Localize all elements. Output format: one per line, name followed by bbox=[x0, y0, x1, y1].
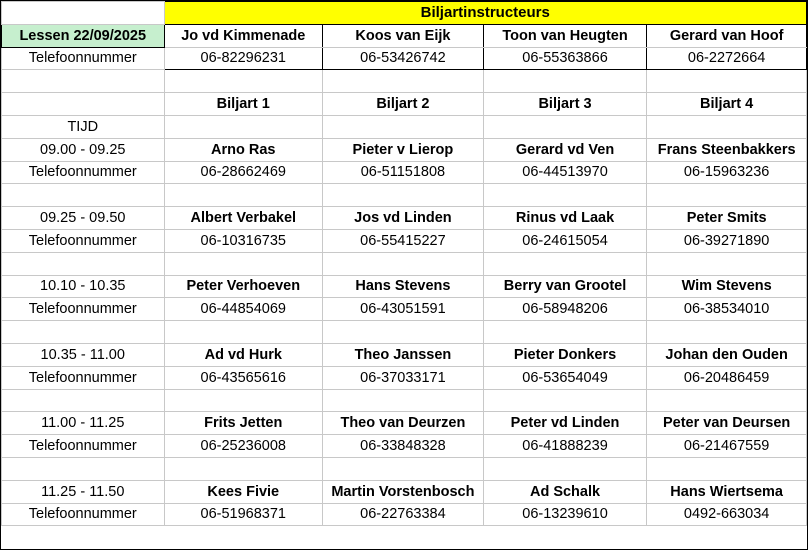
time-label-row bbox=[2, 115, 807, 138]
player-name: Jos vd Linden bbox=[323, 207, 484, 230]
slot-names-row bbox=[2, 343, 807, 366]
phone-label: Telefoonnummer bbox=[2, 229, 165, 252]
player-name: Theo Janssen bbox=[323, 343, 484, 366]
instructor-name: Jo vd Kimmenade bbox=[164, 24, 323, 47]
slot-time: 09.25 - 09.50 bbox=[2, 207, 165, 230]
player-phone: 06-44513970 bbox=[483, 161, 646, 184]
table-header: Biljart 2 bbox=[323, 93, 484, 116]
player-phone: 06-20486459 bbox=[647, 366, 807, 389]
lessen-date: Lessen 22/09/2025 bbox=[2, 24, 165, 47]
phone-label: Telefoonnummer bbox=[2, 47, 165, 70]
slot-phones-row bbox=[2, 229, 807, 252]
player-name: Peter Verhoeven bbox=[164, 275, 323, 298]
slot-phones-row bbox=[2, 298, 807, 321]
player-phone: 06-41888239 bbox=[483, 435, 646, 458]
tables-header-row bbox=[2, 93, 807, 116]
slot-phones-row bbox=[2, 366, 807, 389]
player-name: Johan den Ouden bbox=[647, 343, 807, 366]
player-name: Martin Vorstenbosch bbox=[323, 480, 484, 503]
spacer-row bbox=[2, 184, 807, 207]
schedule-table bbox=[1, 1, 807, 526]
player-name: Ad Schalk bbox=[483, 480, 646, 503]
player-name: Albert Verbakel bbox=[164, 207, 323, 230]
player-name: Peter van Deursen bbox=[647, 412, 807, 435]
slot-time: 11.00 - 11.25 bbox=[2, 412, 165, 435]
player-phone: 06-37033171 bbox=[323, 366, 484, 389]
player-phone: 06-51968371 bbox=[164, 503, 323, 526]
player-name: Hans Wiertsema bbox=[647, 480, 807, 503]
player-name: Frans Steenbakkers bbox=[647, 138, 807, 161]
slot-phones-row bbox=[2, 161, 807, 184]
player-phone: 06-38534010 bbox=[647, 298, 807, 321]
player-phone: 06-21467559 bbox=[647, 435, 807, 458]
phone-label: Telefoonnummer bbox=[2, 503, 165, 526]
player-name: Berry van Grootel bbox=[483, 275, 646, 298]
player-phone: 06-13239610 bbox=[483, 503, 646, 526]
instructor-phone: 06-55363866 bbox=[483, 47, 646, 70]
player-phone: 06-15963236 bbox=[647, 161, 807, 184]
player-phone: 06-51151808 bbox=[323, 161, 484, 184]
instructor-name: Gerard van Hoof bbox=[647, 24, 807, 47]
player-phone: 06-25236008 bbox=[164, 435, 323, 458]
player-phone: 0492-663034 bbox=[647, 503, 807, 526]
time-label: TIJD bbox=[2, 115, 165, 138]
slot-names-row bbox=[2, 138, 807, 161]
player-phone: 06-58948206 bbox=[483, 298, 646, 321]
instructor-name: Toon van Heugten bbox=[483, 24, 646, 47]
slot-time: 10.10 - 10.35 bbox=[2, 275, 165, 298]
slot-names-row bbox=[2, 412, 807, 435]
player-phone: 06-22763384 bbox=[323, 503, 484, 526]
player-name: Hans Stevens bbox=[323, 275, 484, 298]
instructors-title: Biljartinstructeurs bbox=[164, 2, 807, 25]
slot-names-row bbox=[2, 275, 807, 298]
player-name: Ad vd Hurk bbox=[164, 343, 323, 366]
title-row bbox=[2, 2, 807, 25]
player-phone: 06-10316735 bbox=[164, 229, 323, 252]
player-phone: 06-43051591 bbox=[323, 298, 484, 321]
instructor-names-row bbox=[2, 24, 807, 47]
spacer-row bbox=[2, 252, 807, 275]
player-name: Arno Ras bbox=[164, 138, 323, 161]
slot-phones-row bbox=[2, 503, 807, 526]
player-name: Gerard vd Ven bbox=[483, 138, 646, 161]
slot-names-row bbox=[2, 207, 807, 230]
player-phone: 06-44854069 bbox=[164, 298, 323, 321]
blank-cell bbox=[2, 93, 165, 116]
phone-label: Telefoonnummer bbox=[2, 298, 165, 321]
instructor-name: Koos van Eijk bbox=[323, 24, 484, 47]
spacer-row bbox=[2, 457, 807, 480]
table-header: Biljart 4 bbox=[647, 93, 807, 116]
instructor-phones-row bbox=[2, 47, 807, 70]
table-header: Biljart 1 bbox=[164, 93, 323, 116]
slot-time: 10.35 - 11.00 bbox=[2, 343, 165, 366]
table-header: Biljart 3 bbox=[483, 93, 646, 116]
player-phone: 06-55415227 bbox=[323, 229, 484, 252]
player-name: Rinus vd Laak bbox=[483, 207, 646, 230]
player-name: Wim Stevens bbox=[647, 275, 807, 298]
slot-time: 11.25 - 11.50 bbox=[2, 480, 165, 503]
player-phone: 06-33848328 bbox=[323, 435, 484, 458]
blank-cell bbox=[2, 2, 165, 25]
player-name: Pieter Donkers bbox=[483, 343, 646, 366]
player-phone: 06-43565616 bbox=[164, 366, 323, 389]
player-name: Peter Smits bbox=[647, 207, 807, 230]
player-name: Pieter v Lierop bbox=[323, 138, 484, 161]
slot-time: 09.00 - 09.25 bbox=[2, 138, 165, 161]
instructor-phone: 06-2272664 bbox=[647, 47, 807, 70]
player-phone: 06-53654049 bbox=[483, 366, 646, 389]
player-name: Kees Fivie bbox=[164, 480, 323, 503]
instructor-phone: 06-82296231 bbox=[164, 47, 323, 70]
player-name: Theo van Deurzen bbox=[323, 412, 484, 435]
slot-phones-row bbox=[2, 435, 807, 458]
spacer-row bbox=[2, 321, 807, 344]
phone-label: Telefoonnummer bbox=[2, 435, 165, 458]
player-phone: 06-24615054 bbox=[483, 229, 646, 252]
spacer-row bbox=[2, 389, 807, 412]
player-name: Frits Jetten bbox=[164, 412, 323, 435]
slot-names-row bbox=[2, 480, 807, 503]
phone-label: Telefoonnummer bbox=[2, 366, 165, 389]
player-phone: 06-28662469 bbox=[164, 161, 323, 184]
player-name: Peter vd Linden bbox=[483, 412, 646, 435]
player-phone: 06-39271890 bbox=[647, 229, 807, 252]
instructor-phone: 06-53426742 bbox=[323, 47, 484, 70]
phone-label: Telefoonnummer bbox=[2, 161, 165, 184]
spacer-row bbox=[2, 70, 807, 93]
